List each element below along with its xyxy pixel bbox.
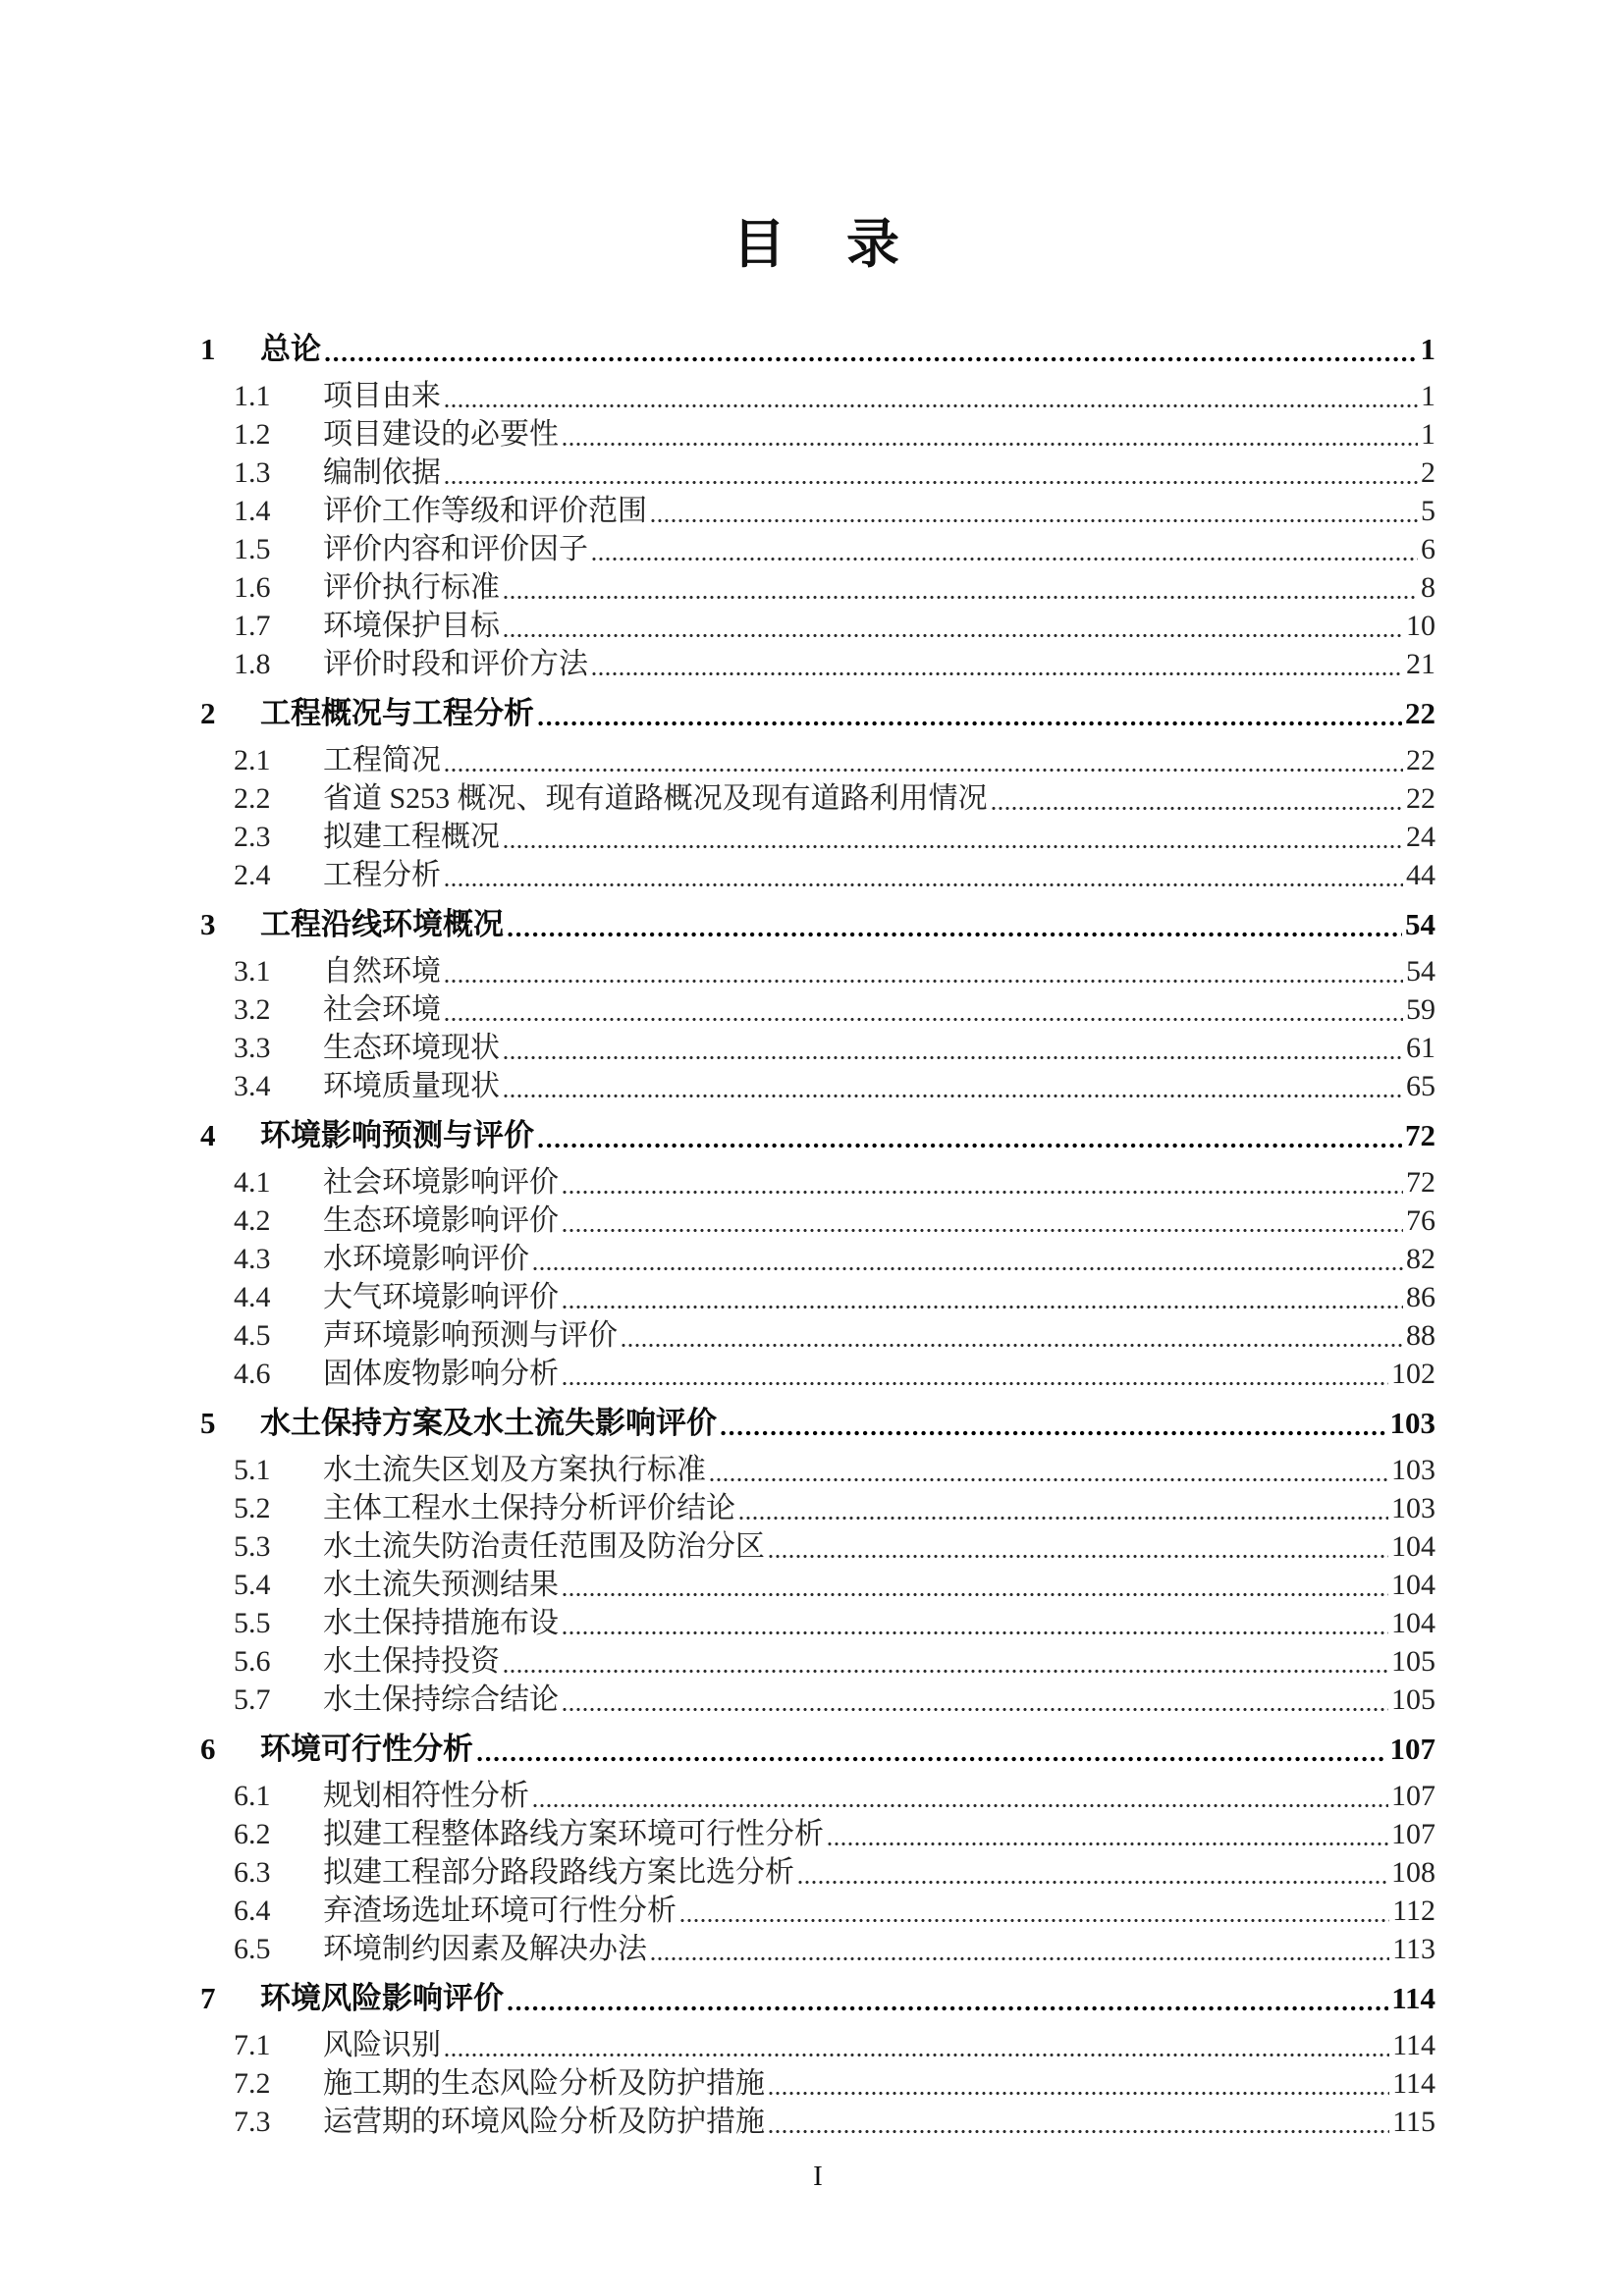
toc-sub-entry[interactable]: [234, 741, 1435, 779]
entry-title: 声环境影响预测与评价: [323, 1319, 618, 1352]
entry-number: 2.4: [234, 859, 271, 891]
dot-leader: [651, 518, 1418, 523]
dot-leader: [504, 1669, 1388, 1674]
dot-leader: [828, 1842, 1388, 1846]
entry-number: 6.3: [234, 1856, 271, 1889]
entry-title: 工程简况: [323, 744, 441, 776]
entry-number: 7.2: [234, 2067, 271, 2100]
entry-page-number: 10: [1406, 610, 1435, 642]
toc-sub-entry[interactable]: [234, 1451, 1435, 1489]
dot-leader: [445, 2053, 1389, 2057]
entry-title: 环境保护目标: [323, 610, 500, 642]
entry-title: 生态环境影响评价: [323, 1204, 559, 1237]
dot-leader: [622, 1343, 1403, 1348]
toc-sub-entry[interactable]: [234, 454, 1435, 492]
toc-sub-entry[interactable]: [234, 1815, 1435, 1853]
entry-number: 4: [200, 1118, 216, 1152]
footer-page-number: I: [813, 2161, 823, 2192]
entry-number: 2.3: [234, 821, 271, 853]
entry-page-number: 5: [1421, 495, 1435, 527]
entry-title: 拟建工程整体路线方案环境可行性分析: [323, 1818, 824, 1850]
entry-title: 规划相符性分析: [323, 1780, 529, 1812]
toc-chapter-entry[interactable]: [200, 1979, 1435, 2017]
dot-leader: [680, 1918, 1389, 1923]
dot-leader: [563, 1592, 1388, 1597]
toc-sub-entry[interactable]: [234, 2103, 1435, 2141]
dot-leader: [504, 1094, 1403, 1098]
dot-leader: [533, 1803, 1388, 1808]
toc-sub-entry[interactable]: [234, 1163, 1435, 1201]
dot-leader: [710, 1477, 1388, 1482]
entry-number: 1.7: [234, 610, 271, 642]
entry-number: 6: [200, 1732, 216, 1766]
toc-sub-entry[interactable]: [234, 1067, 1435, 1105]
entry-title: 水土保持方案及水土流失影响评价: [260, 1406, 717, 1440]
entry-page-number: 76: [1406, 1204, 1435, 1237]
entry-page-number: 108: [1391, 1856, 1435, 1889]
entry-title: 评价工作等级和评价范围: [323, 495, 647, 527]
entry-number: 4.5: [234, 1319, 271, 1352]
entry-page-number: 114: [1391, 1981, 1435, 2015]
entry-number: 5: [200, 1406, 216, 1440]
entry-title: 评价内容和评价因子: [323, 533, 588, 565]
entry-title: 环境影响预测与评价: [260, 1118, 534, 1152]
toc-sub-entry[interactable]: [234, 1892, 1435, 1930]
toc-sub-entry[interactable]: [234, 607, 1435, 645]
dot-leader: [992, 806, 1403, 811]
entry-page-number: 88: [1406, 1319, 1435, 1352]
entry-title: 运营期的环境风险分析及防护措施: [323, 2106, 765, 2138]
entry-number: 7: [200, 1981, 216, 2015]
toc-sub-entry[interactable]: [234, 779, 1435, 818]
entry-page-number: 72: [1406, 1166, 1435, 1199]
entry-page-number: 54: [1406, 955, 1435, 988]
dot-leader: [592, 671, 1403, 676]
entry-title: 水土流失防治责任范围及防治分区: [323, 1530, 765, 1563]
toc-sub-entry[interactable]: [234, 492, 1435, 530]
entry-number: 4.4: [234, 1281, 271, 1313]
toc-sub-entry[interactable]: [234, 1777, 1435, 1815]
toc-chapter-entry[interactable]: [200, 1730, 1435, 1768]
dot-leader: [508, 2005, 1388, 2011]
entry-number: 2: [200, 696, 216, 730]
dot-leader: [445, 768, 1403, 773]
entry-page-number: 114: [1392, 2067, 1435, 2100]
entry-title: 环境制约因素及解决办法: [323, 1933, 647, 1965]
toc-chapter-entry[interactable]: [200, 905, 1435, 943]
entry-page-number: 105: [1391, 1645, 1435, 1678]
entry-number: 4.1: [234, 1166, 271, 1199]
entry-page-number: 22: [1406, 744, 1435, 776]
dot-leader: [445, 403, 1418, 408]
dot-leader: [533, 1266, 1403, 1271]
entry-number: 7.3: [234, 2106, 271, 2138]
entry-title: 水土保持综合结论: [323, 1683, 559, 1716]
entry-number: 2.2: [234, 782, 271, 815]
toc-sub-entry[interactable]: [234, 1278, 1435, 1316]
entry-number: 6.1: [234, 1780, 271, 1812]
dot-leader: [504, 633, 1403, 638]
toc-sub-entry[interactable]: [234, 2064, 1435, 2103]
dot-leader: [445, 979, 1403, 984]
entry-title: 水土流失预测结果: [323, 1569, 559, 1601]
entry-page-number: 1: [1420, 332, 1435, 366]
entry-page-number: 72: [1405, 1118, 1435, 1152]
dot-leader: [445, 1017, 1403, 1022]
entry-number: 1.5: [234, 533, 271, 565]
toc-sub-entry[interactable]: [234, 1930, 1435, 1968]
entry-number: 3: [200, 907, 216, 941]
entry-page-number: 54: [1405, 907, 1435, 941]
entry-number: 4.2: [234, 1204, 271, 1237]
entry-page-number: 107: [1391, 1780, 1435, 1812]
toc-sub-entry[interactable]: [234, 1201, 1435, 1240]
toc-sub-entry[interactable]: [234, 1566, 1435, 1604]
entry-number: 1.3: [234, 456, 271, 489]
entry-number: 3.1: [234, 955, 271, 988]
entry-number: 2.1: [234, 744, 271, 776]
dot-leader: [721, 1430, 1387, 1436]
toc-sub-entry[interactable]: [234, 990, 1435, 1029]
entry-number: 6.2: [234, 1818, 271, 1850]
entry-title: 拟建工程概况: [323, 821, 500, 853]
toc-sub-entry[interactable]: [234, 856, 1435, 894]
entry-page-number: 1: [1421, 418, 1435, 451]
dot-leader: [504, 595, 1418, 600]
entry-page-number: 104: [1391, 1569, 1435, 1601]
entry-page-number: 105: [1391, 1683, 1435, 1716]
entry-number: 5.2: [234, 1492, 271, 1524]
toc-sub-entry[interactable]: [234, 1681, 1435, 1719]
entry-number: 1.6: [234, 571, 271, 604]
entry-title: 工程分析: [323, 859, 441, 891]
entry-title: 工程概况与工程分析: [260, 696, 534, 730]
toc-sub-entry[interactable]: [234, 645, 1435, 683]
entry-page-number: 82: [1406, 1243, 1435, 1275]
entry-page-number: 8: [1421, 571, 1435, 604]
entry-title: 编制依据: [323, 456, 441, 489]
dot-leader: [798, 1880, 1388, 1885]
toc-chapter-entry[interactable]: [200, 330, 1435, 368]
entry-page-number: 44: [1406, 859, 1435, 891]
dot-leader: [325, 356, 1418, 362]
toc-sub-entry[interactable]: [234, 1316, 1435, 1355]
entry-page-number: 104: [1391, 1607, 1435, 1639]
dot-leader: [504, 844, 1403, 849]
entry-title: 水土流失区划及方案执行标准: [323, 1454, 706, 1486]
entry-title: 评价执行标准: [323, 571, 500, 604]
entry-number: 1.2: [234, 418, 271, 451]
toc-sub-entry[interactable]: [234, 1489, 1435, 1527]
dot-leader: [563, 1190, 1403, 1195]
dot-leader: [769, 2129, 1389, 2134]
entry-title: 风险识别: [323, 2029, 441, 2061]
entry-page-number: 107: [1389, 1732, 1435, 1766]
dot-leader: [592, 557, 1418, 561]
entry-number: 4.6: [234, 1358, 271, 1390]
entry-title: 施工期的生态风险分析及防护措施: [323, 2067, 765, 2100]
entry-number: 1: [200, 332, 216, 366]
entry-page-number: 86: [1406, 1281, 1435, 1313]
dot-leader: [651, 1956, 1389, 1961]
entry-title: 大气环境影响评价: [323, 1281, 559, 1313]
entry-number: 6.4: [234, 1895, 271, 1927]
entry-page-number: 112: [1392, 1895, 1435, 1927]
entry-page-number: 22: [1405, 696, 1435, 730]
entry-number: 5.1: [234, 1454, 271, 1486]
toc-list: [200, 330, 1435, 2141]
entry-title: 生态环境现状: [323, 1032, 500, 1064]
entry-page-number: 103: [1391, 1454, 1435, 1486]
toc-sub-entry[interactable]: [234, 415, 1435, 454]
dot-leader: [563, 1305, 1403, 1309]
entry-page-number: 107: [1391, 1818, 1435, 1850]
entry-title: 评价时段和评价方法: [323, 648, 588, 680]
entry-page-number: 102: [1391, 1358, 1435, 1390]
entry-number: 5.6: [234, 1645, 271, 1678]
dot-leader: [769, 1554, 1388, 1559]
entry-title: 弃渣场选址环境可行性分析: [323, 1895, 677, 1927]
entry-title: 水土保持措施布设: [323, 1607, 559, 1639]
toc-sub-entry[interactable]: [234, 2026, 1435, 2064]
dot-leader: [538, 1143, 1402, 1148]
dot-leader: [563, 1228, 1403, 1233]
dot-leader: [563, 1630, 1388, 1635]
toc-sub-entry[interactable]: [234, 1355, 1435, 1393]
toc-chapter-entry[interactable]: [200, 694, 1435, 732]
entry-page-number: 104: [1391, 1530, 1435, 1563]
toc-sub-entry[interactable]: [234, 1240, 1435, 1278]
toc-sub-entry[interactable]: [234, 1527, 1435, 1566]
entry-number: 5.7: [234, 1683, 271, 1716]
entry-number: 7.1: [234, 2029, 271, 2061]
entry-page-number: 2: [1421, 456, 1435, 489]
dot-leader: [538, 721, 1402, 726]
entry-number: 5.5: [234, 1607, 271, 1639]
toc-sub-entry[interactable]: [234, 1853, 1435, 1892]
toc-sub-entry[interactable]: [234, 1029, 1435, 1067]
entry-title: 环境风险影响评价: [260, 1981, 504, 2015]
toc-sub-entry[interactable]: [234, 1642, 1435, 1681]
dot-leader: [563, 1707, 1388, 1712]
dot-leader: [445, 882, 1403, 887]
entry-number: 6.5: [234, 1933, 271, 1965]
dot-leader: [508, 932, 1402, 937]
toc-sub-entry[interactable]: [234, 530, 1435, 568]
entry-title: 项目由来: [323, 380, 441, 412]
toc-sub-entry[interactable]: [234, 1604, 1435, 1642]
dot-leader: [739, 1516, 1388, 1521]
toc-sub-entry[interactable]: [234, 568, 1435, 607]
entry-page-number: 114: [1392, 2029, 1435, 2061]
entry-page-number: 113: [1392, 1933, 1435, 1965]
entry-page-number: 21: [1406, 648, 1435, 680]
entry-title: 主体工程水土保持分析评价结论: [323, 1492, 735, 1524]
toc-sub-entry[interactable]: [234, 952, 1435, 990]
dot-leader: [563, 1381, 1388, 1386]
entry-title: 总论: [260, 332, 321, 366]
entry-page-number: 103: [1389, 1406, 1435, 1440]
dot-leader: [563, 442, 1418, 447]
entry-number: 5.3: [234, 1530, 271, 1563]
entry-title: 社会环境: [323, 993, 441, 1026]
entry-number: 3.2: [234, 993, 271, 1026]
dot-leader: [504, 1055, 1403, 1060]
toc-sub-entry[interactable]: [234, 377, 1435, 415]
dot-leader: [769, 2091, 1389, 2096]
entry-page-number: 115: [1392, 2106, 1435, 2138]
dot-leader: [445, 480, 1418, 485]
page-title: 目 录: [732, 215, 903, 274]
entry-number: 1.1: [234, 380, 271, 412]
entry-page-number: 22: [1406, 782, 1435, 815]
entry-number: 1.8: [234, 648, 271, 680]
dot-leader: [477, 1756, 1387, 1762]
entry-page-number: 59: [1406, 993, 1435, 1026]
entry-number: 4.3: [234, 1243, 271, 1275]
entry-title: 环境可行性分析: [260, 1732, 473, 1766]
entry-title: 项目建设的必要性: [323, 418, 559, 451]
entry-title: 拟建工程部分路段路线方案比选分析: [323, 1856, 794, 1889]
entry-title: 固体废物影响分析: [323, 1358, 559, 1390]
entry-page-number: 61: [1406, 1032, 1435, 1064]
entry-page-number: 24: [1406, 821, 1435, 853]
entry-page-number: 103: [1391, 1492, 1435, 1524]
entry-title: 水土保持投资: [323, 1645, 500, 1678]
entry-number: 1.4: [234, 495, 271, 527]
entry-number: 5.4: [234, 1569, 271, 1601]
toc-chapter-entry[interactable]: [200, 1116, 1435, 1154]
entry-title: 工程沿线环境概况: [260, 907, 504, 941]
entry-number: 3.3: [234, 1032, 271, 1064]
entry-page-number: 1: [1421, 380, 1435, 412]
entry-page-number: 65: [1406, 1070, 1435, 1102]
entry-title: 水环境影响评价: [323, 1243, 529, 1275]
entry-title: 自然环境: [323, 955, 441, 988]
entry-number: 3.4: [234, 1070, 271, 1102]
entry-title: 省道 S253 概况、现有道路概况及现有道路利用情况: [323, 782, 988, 815]
entry-title: 环境质量现状: [323, 1070, 500, 1102]
entry-title: 社会环境影响评价: [323, 1166, 559, 1199]
entry-page-number: 6: [1421, 533, 1435, 565]
toc-sub-entry[interactable]: [234, 818, 1435, 856]
toc-chapter-entry[interactable]: [200, 1404, 1435, 1442]
